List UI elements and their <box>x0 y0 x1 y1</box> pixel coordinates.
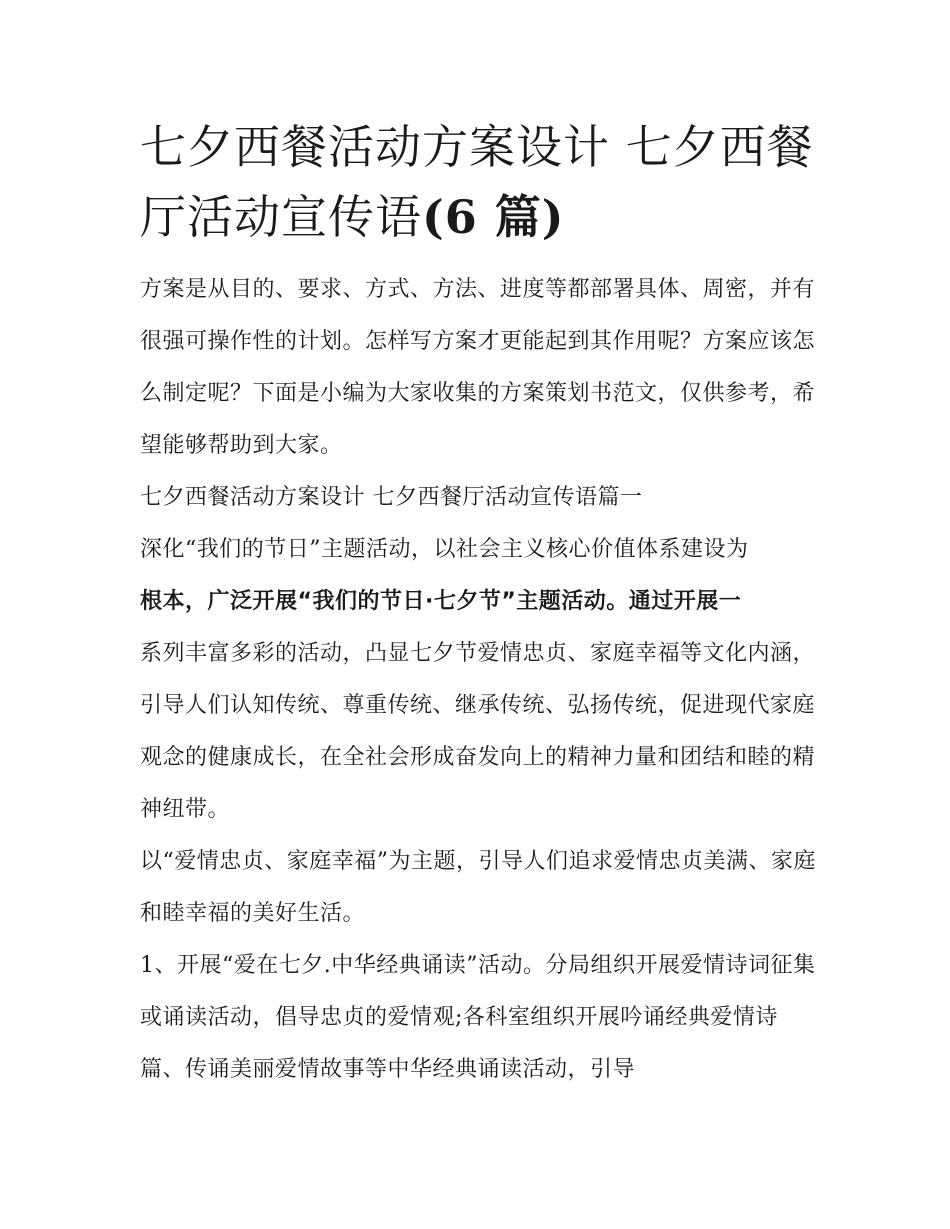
document-title <box>140 112 820 252</box>
paragraph-1 <box>140 524 820 836</box>
title-count: (6 篇) <box>422 190 565 244</box>
title-text: 七夕西餐活动方案设计 七夕西餐厅活动宣传语 <box>140 120 814 244</box>
paragraph-1-bold-line: 根本，广泛开展“我们的节日·七夕节”主题活动。通过开展一 <box>140 589 742 614</box>
section-heading: 七夕西餐活动方案设计 七夕西餐厅活动宣传语篇一 <box>140 485 643 510</box>
paragraph-1-line-1: 深化“我们的节日”主题活动，以社会主义核心价值体系建设为 <box>140 537 749 562</box>
paragraph-3: 1、开展“爱在七夕.中华经典诵读”活动。分局组织开展爱情诗词征集或诵读活动，倡导忠贞的爱情观;各科室组织开展吟诵经典爱情诗篇、传诵美丽爱情故事等中华经典诵读活动，引导 <box>140 953 816 1082</box>
intro-paragraph: 方案是从目的、要求、方式、方法、进度等都部署具体、周密，并有很强可操作性的计划。怎样写方案才更能起到其作用呢？方案应该怎么制定呢？下面是小编为大家收集的方案策划书范文，仅供参考，希望能够帮助到大家。 <box>140 277 816 458</box>
paragraph-1-rest: 系列丰富多彩的活动，凸显七夕节爱情忠贞、家庭幸福等文化内涵，引导人们认知传统、尊重传统、继承传统、弘扬传统，促进现代家庭观念的健康成长，在全社会形成奋发向上的精神力量和团结和睦的精神纽带。 <box>140 641 816 822</box>
paragraph-2: 以“爱情忠贞、家庭幸福”为主题，引导人们追求爱情忠贞美满、家庭和睦幸福的美好生活。 <box>140 849 816 926</box>
document-page <box>140 112 820 1096</box>
